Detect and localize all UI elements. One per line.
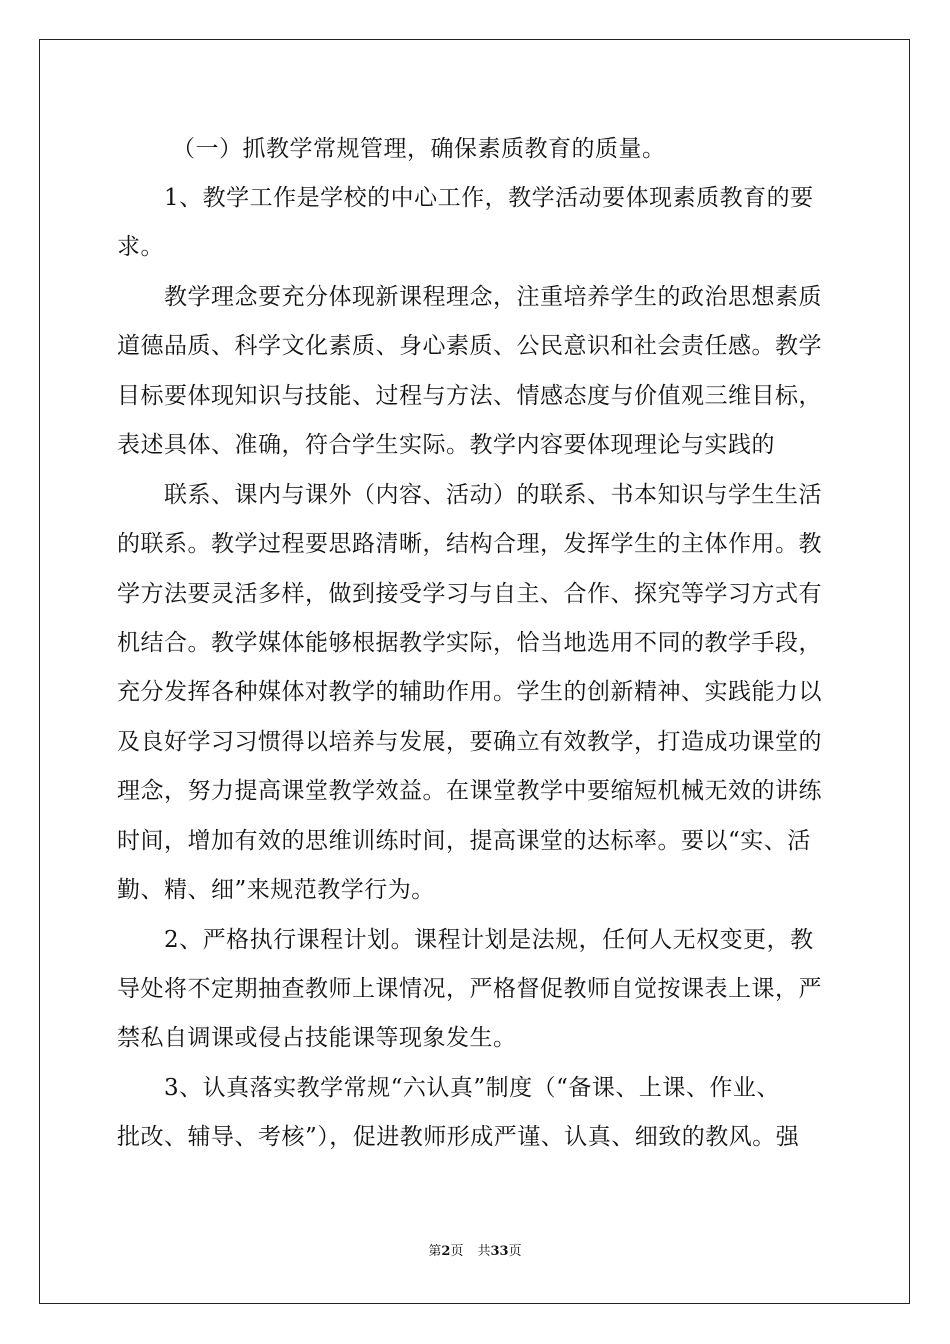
page-suffix: 页 (450, 1244, 464, 1259)
text-line: 2、严格执行课程计划。课程计划是法规，任何人无权变更，教 (164, 927, 814, 953)
text-line: 理念，努力提高课堂教学效益。在课堂教学中要缩短机械无效的讲练 (117, 778, 822, 804)
heading-line: （一）抓教学常规管理，确保素质教育的质量。 (172, 136, 666, 162)
text-line: 及良好学习习惯得以培养与发展，要确立有效教学，打造成功课堂的 (117, 729, 822, 755)
text-line: 目标要体现知识与技能、过程与方法、情感态度与价值观三维目标， (117, 383, 822, 409)
page-total: 33 (490, 1244, 509, 1259)
text-line: 批改、辅导、考核”），促进教师形成严谨、认真、细致的教风。强 (117, 1124, 800, 1150)
total-prefix: 共 (477, 1244, 491, 1259)
text-line: 机结合。教学媒体能够根据教学实际，恰当地选用不同的教学手段， (117, 630, 822, 656)
text-line: 导处将不定期抽查教师上课情况，严格督促教师自觉按课表上课，严 (117, 976, 822, 1002)
text-line: 充分发挥各种媒体对教学的辅助作用。学生的创新精神、实践能力以 (117, 679, 822, 705)
text-line: 的联系。教学过程要思路清晰，结构合理，发挥学生的主体作用。教 (117, 531, 822, 557)
text-line: 1、教学工作是学校的中心工作，教学活动要体现素质教育的要 (164, 185, 814, 211)
text-line: 联系、课内与课外（内容、活动）的联系、书本知识与学生生活 (164, 482, 822, 508)
text-line: 求。 (117, 234, 164, 260)
text-line: 教学理念要充分体现新课程理念，注重培养学生的政治思想素质 (164, 284, 822, 310)
text-line: 学方法要灵活多样，做到接受学习与自主、合作、探究等学习方式有 (117, 581, 822, 607)
text-line: 表述具体、准确，符合学生实际。教学内容要体现理论与实践的 (117, 432, 775, 458)
text-line: 时间，增加有效的思维训练时间，提高课堂的达标率。要以“实、活 (117, 828, 811, 854)
total-suffix: 页 (508, 1244, 522, 1259)
page-prefix: 第 (428, 1244, 442, 1259)
page-frame (39, 39, 910, 1304)
text-line: 勤、精、细”来规范教学行为。 (117, 877, 435, 903)
text-line: 3、认真落实教学常规“六认真”制度（“备课、上课、作业、 (164, 1075, 780, 1101)
page-footer (0, 1240, 950, 1259)
text-line: 禁私自调课或侵占技能课等现象发生。 (117, 1025, 517, 1051)
page-current: 2 (441, 1244, 451, 1259)
text-line: 道德品质、科学文化素质、身心素质、公民意识和社会责任感。教学 (117, 333, 822, 359)
